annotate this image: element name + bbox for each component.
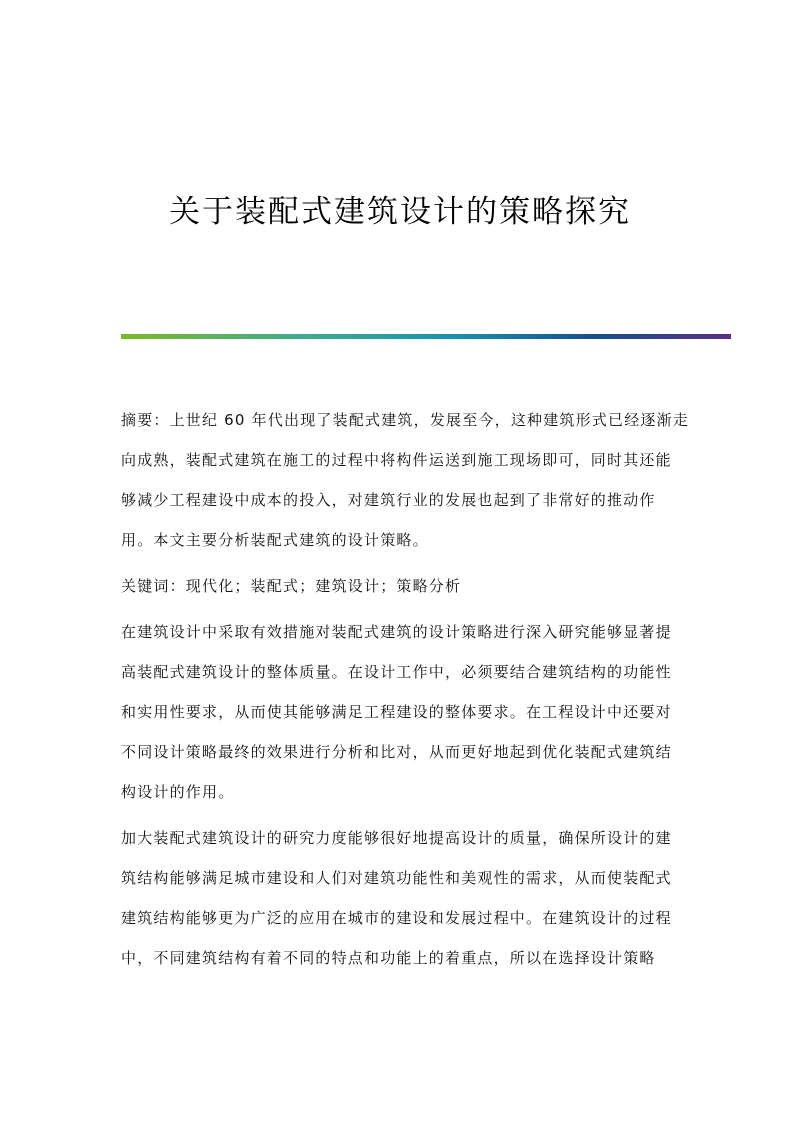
abstract-paragraph [121, 400, 691, 560]
text-line: 加大装配式建筑设计的研究力度能够很好地提高设计的质量，确保所设计的建 [121, 829, 672, 847]
text-line: 用。本文主要分析装配式建筑的设计策略。 [121, 531, 429, 549]
title-divider [121, 334, 731, 339]
text-line: 关键词：现代化；装配式；建筑设计；策略分析 [121, 577, 462, 595]
body-paragraph [121, 818, 691, 978]
text-line: 建筑结构能够更为广泛的应用在城市的建设和发展过程中。在建筑设计的过程 [121, 909, 672, 927]
keywords-paragraph [121, 566, 691, 606]
text-line: 筑结构能够满足城市建设和人们对建筑功能性和美观性的需求，从而使装配式 [121, 869, 672, 887]
text-line: 和实用性要求，从而使其能够满足工程建设的整体要求。在工程设计中还要对 [121, 703, 672, 721]
text-line: 摘要：上世纪 60 年代出现了装配式建筑，发展至今，这种建筑形式已经逐渐走 [121, 411, 690, 429]
text-line: 中，不同建筑结构有着不同的特点和功能上的着重点，所以在选择设计策略 [121, 949, 656, 967]
text-line: 高装配式建筑设计的整体质量。在设计工作中，必须要结合建筑结构的功能性 [121, 663, 672, 681]
text-line: 向成熟，装配式建筑在施工的过程中将构件运送到施工现场即可，同时其还能 [121, 451, 672, 469]
document-body [121, 400, 691, 984]
document-title: 关于装配式建筑设计的策略探究 [169, 194, 631, 230]
text-line: 不同设计策略最终的效果进行分析和比对，从而更好地起到优化装配式建筑结 [121, 743, 672, 761]
text-line: 在建筑设计中采取有效措施对装配式建筑的设计策略进行深入研究能够显著提 [121, 623, 672, 641]
text-line: 够减少工程建设中成本的投入，对建筑行业的发展也起到了非常好的推动作 [121, 491, 656, 509]
body-paragraph [121, 612, 691, 812]
text-line: 构设计的作用。 [121, 783, 235, 801]
